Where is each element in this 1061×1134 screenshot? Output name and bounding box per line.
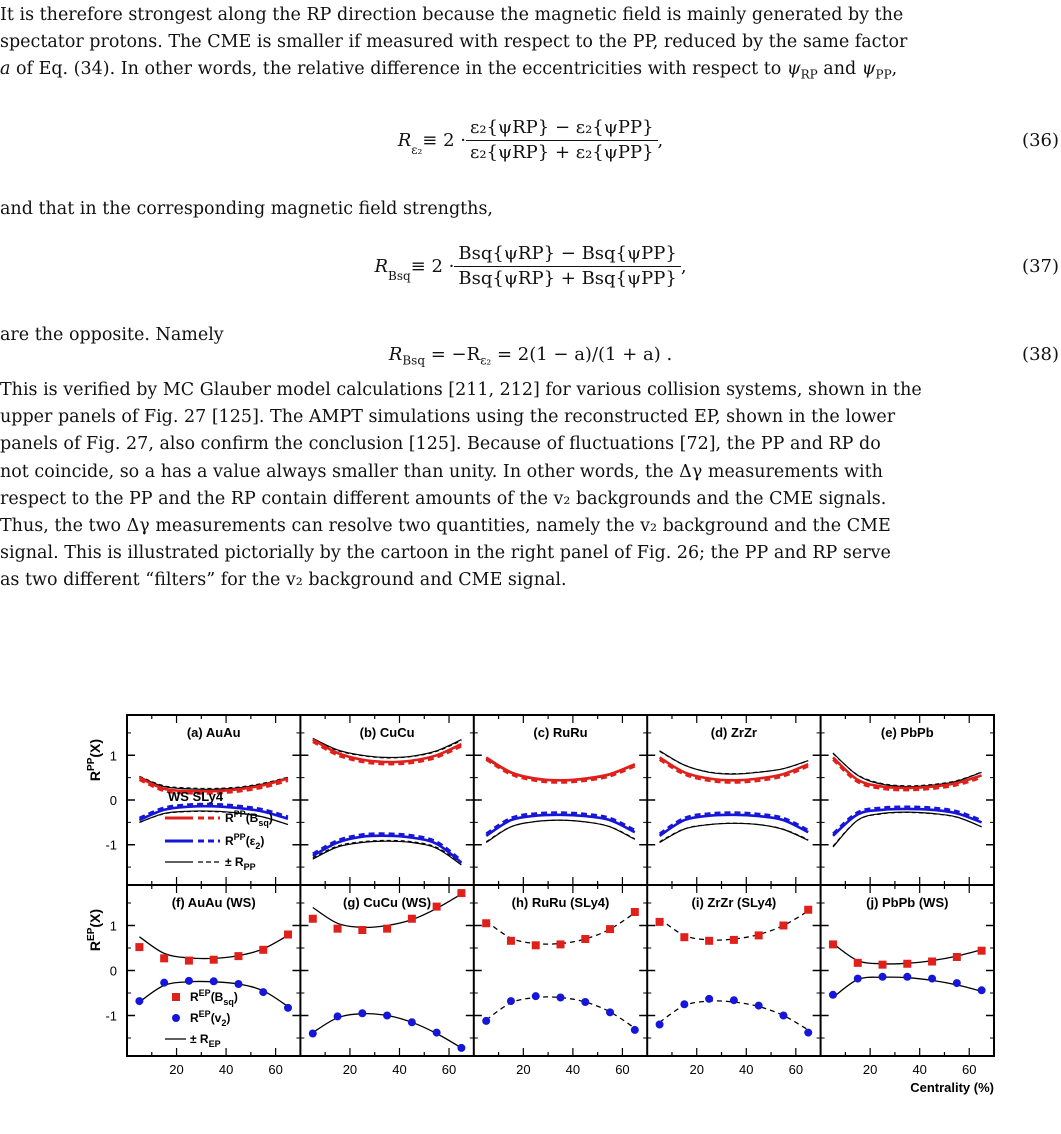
black-dashed-upper xyxy=(486,759,635,780)
panel-label: (d) ZrZr xyxy=(710,725,758,740)
comma: , xyxy=(891,59,898,80)
red-square-marker xyxy=(978,947,986,955)
red-square-marker xyxy=(581,935,589,943)
x-tick-label: 40 xyxy=(392,1062,407,1077)
red-square-marker xyxy=(234,952,242,960)
eq37-tail: , xyxy=(680,256,687,277)
intro-line-3: of Eq. (34). In other words, the relative difference in the eccentricities with respect to xyxy=(10,59,787,80)
p4-line-5: respect to the PP and the RP contain different amounts of the v₂ backgrounds and the CME signals. xyxy=(0,488,887,509)
blue-circle-marker xyxy=(854,975,862,983)
red-square-marker xyxy=(631,908,639,916)
legend-red-square xyxy=(172,993,180,1001)
blue-circle-marker xyxy=(829,991,837,999)
x-tick-label: 20 xyxy=(516,1062,531,1077)
top-y-axis-label: $R^{PP}(X)$ xyxy=(86,738,103,782)
red-square-marker xyxy=(928,958,936,966)
eq37-rel: ≡ 2 · xyxy=(410,256,455,277)
x-tick-label: 40 xyxy=(565,1062,581,1077)
symbol-a: a xyxy=(0,59,11,80)
legend-blue-label: $R^{PP}(\varepsilon_2)$ xyxy=(225,832,265,851)
y-tick-label: 0 xyxy=(109,793,117,808)
p4-line-2: upper panels of Fig. 27 [125]. The AMPT simulations using the reconstructed EP, shown in the lower xyxy=(0,407,896,428)
blue-circle-marker xyxy=(631,1026,639,1034)
red-square-marker xyxy=(135,943,143,951)
legend-title: WS SLy4 xyxy=(168,789,224,804)
x-tick-label: 40 xyxy=(218,1062,234,1077)
red-square-marker xyxy=(755,931,763,939)
red-square-marker xyxy=(829,940,837,948)
blue-circle-marker xyxy=(903,973,911,981)
blue-circle-marker xyxy=(978,986,986,994)
red-square-marker xyxy=(779,922,787,930)
red-square-marker xyxy=(284,931,292,939)
x-axis-label: Centrality (%) xyxy=(910,1080,994,1095)
x-tick-label: 40 xyxy=(912,1062,927,1077)
paragraph-2: and that in the corresponding magnetic field strengths, xyxy=(0,199,493,219)
blue-circle-marker xyxy=(755,1002,763,1010)
red-square-marker xyxy=(680,933,688,941)
eq36-denominator: ε₂{ψRP} + ε₂{ψPP} xyxy=(470,142,654,163)
blue-circle-marker xyxy=(334,1012,342,1020)
symbol-psi: ψ xyxy=(786,59,801,80)
y-tick-label: 1 xyxy=(109,918,117,934)
paragraph-3: are the opposite. Namely xyxy=(0,325,224,345)
blue-circle-marker xyxy=(383,1012,391,1020)
blue-circle-marker xyxy=(557,994,565,1002)
red-square-marker xyxy=(334,925,342,933)
red-square-marker xyxy=(804,906,812,914)
blue-circle-marker xyxy=(234,980,242,988)
x-tick-label: 20 xyxy=(342,1062,358,1077)
blue-circle-marker xyxy=(507,997,515,1005)
blue-circle-marker xyxy=(928,975,936,983)
panel-label: (f) AuAu (WS) xyxy=(171,895,256,910)
red-square-marker xyxy=(457,889,465,897)
y-tick-label: 1 xyxy=(109,748,117,764)
blue-circle-marker xyxy=(433,1029,441,1037)
eq37-lhs: R xyxy=(374,256,388,277)
red-dashed-curve xyxy=(833,760,982,791)
eq36-number: (36) xyxy=(1022,130,1059,151)
red-square-marker xyxy=(730,936,738,944)
blue-circle-marker xyxy=(879,973,887,981)
p4-line-1: This is verified by MC Glauber model calculations [211, 212] for various collision systems, shown in the xyxy=(0,380,922,400)
red-square-marker xyxy=(433,903,441,911)
eq37-lhs-sub: Bsq xyxy=(388,268,411,283)
red-solid-curve xyxy=(486,758,635,781)
x-tick-label: 60 xyxy=(441,1062,457,1077)
blue-circle-marker xyxy=(457,1044,465,1052)
blue-circle-marker xyxy=(779,1012,787,1020)
blue-circle-marker xyxy=(606,1008,614,1016)
sub-rp: RP xyxy=(800,67,818,82)
panel-label: (a) AuAu xyxy=(186,725,241,740)
eq38-lhs-sub: Bsq xyxy=(402,353,426,368)
blue-circle-marker xyxy=(581,998,589,1006)
blue-circle-marker xyxy=(482,1017,490,1025)
panel-label: (h) RuRu (SLy4) xyxy=(511,895,610,910)
legend-ep-black-label: ± $R_{EP}$ xyxy=(190,1032,221,1049)
eq38-rhs: = 2(1 − a)/(1 + a) . xyxy=(491,344,673,365)
intro-line-1: It is therefore strongest along the RP direction because the magnetic field is mainly generated by the xyxy=(0,5,904,25)
red-square-marker xyxy=(903,960,911,968)
sub-pp: PP xyxy=(875,67,892,82)
red-square-marker xyxy=(507,937,515,945)
red-square-marker xyxy=(705,937,713,945)
red-solid-curve xyxy=(660,758,809,781)
intro-line-2: spectator protons. The CME is smaller if measured with respect to the PP, reduced by the same factor xyxy=(0,32,908,53)
eq38-mid: = −R xyxy=(425,344,481,365)
eq37-number: (37) xyxy=(1022,256,1059,277)
p4-line-3: panels of Fig. 27, also confirm the conclusion [125]. Because of fluctuations [72], the PP and RP do xyxy=(0,434,881,455)
x-tick-label: 20 xyxy=(689,1062,704,1077)
x-tick-label: 60 xyxy=(961,1062,977,1077)
x-tick-label: 60 xyxy=(788,1062,804,1077)
red-square-marker xyxy=(953,953,961,961)
panel-label: (c) RuRu xyxy=(533,725,588,740)
blue-dashed-curve xyxy=(833,807,982,834)
eq36-tail: , xyxy=(657,130,664,151)
eq36-numerator: ε₂{ψRP} − ε₂{ψPP} xyxy=(466,116,658,141)
red-square-marker xyxy=(532,941,540,949)
red-square-marker xyxy=(259,946,267,954)
x-tick-label: 20 xyxy=(862,1062,878,1077)
red-square-marker xyxy=(210,956,218,964)
red-square-marker xyxy=(606,925,614,933)
eq38-number: (38) xyxy=(1022,344,1059,365)
symbol-psi-2: ψ xyxy=(861,59,876,80)
legend-ep-red-label: $R^{EP}(B_{sq})$ xyxy=(190,988,238,1007)
red-square-marker xyxy=(358,926,366,934)
panel-label: (g) CuCu (WS) xyxy=(343,895,432,910)
y-tick-label: -1 xyxy=(105,837,117,853)
blue-circle-marker xyxy=(284,1004,292,1012)
y-tick-label: 0 xyxy=(109,963,117,979)
blue-circle-marker xyxy=(210,977,218,985)
blue-circle-marker xyxy=(705,995,713,1003)
blue-circle-marker xyxy=(135,997,143,1005)
eq37-denominator: Bsq{ψRP} + Bsq{ψPP} xyxy=(458,268,677,289)
blue-circle-marker xyxy=(160,979,168,987)
panel-label: (i) ZrZr (SLy4) xyxy=(691,895,777,910)
blue-circle-marker xyxy=(953,979,961,987)
blue-circle-marker xyxy=(730,996,738,1004)
panel-label: (j) PbPb (WS) xyxy=(866,895,949,910)
black-curve-lower xyxy=(486,820,635,842)
red-square-marker xyxy=(854,959,862,967)
red-square-marker xyxy=(656,918,664,926)
red-square-marker xyxy=(383,925,391,933)
panel-label: (e) PbPb xyxy=(880,725,934,740)
blue-circle-marker xyxy=(804,1029,812,1037)
red-square-marker xyxy=(185,957,193,965)
red-square-marker xyxy=(160,954,168,962)
p4-line-8: as two different “filters” for the v₂ background and CME signal. xyxy=(0,570,567,591)
eq38-mid-sub: ε₂ xyxy=(480,353,492,368)
text-and: and xyxy=(817,59,862,80)
legend-ep-blue-label: $R^{EP}(v_2)$ xyxy=(190,1009,231,1028)
legend-black-label: ± $R_{PP}$ xyxy=(225,855,256,872)
red-solid-curve xyxy=(313,740,462,762)
black-dashed-upper xyxy=(139,776,288,788)
blue-circle-marker xyxy=(309,1030,317,1038)
blue-circle-marker xyxy=(680,1000,688,1008)
black-dashed-lower xyxy=(660,823,809,842)
red-square-marker xyxy=(879,961,887,969)
legend-blue-circle xyxy=(172,1014,180,1022)
red-square-marker xyxy=(482,919,490,927)
blue-circle-marker xyxy=(656,1021,664,1029)
eq36-lhs-sub: ε₂ xyxy=(411,142,423,157)
x-tick-label: 60 xyxy=(268,1062,283,1077)
p4-line-4: not coincide, so a has a value always smaller than unity. In other words, the Δγ measurements with xyxy=(0,461,883,482)
black-dashed-lower xyxy=(486,820,635,842)
legend-red-label: $R^{PP}(B_{sq})$ xyxy=(225,809,273,828)
eq36-rel: ≡ 2 · xyxy=(422,130,466,151)
red-square-marker xyxy=(557,940,565,948)
blue-circle-marker xyxy=(358,1009,366,1017)
red-square-marker xyxy=(309,915,317,923)
blue-circle-marker xyxy=(532,992,540,1000)
x-tick-label: 20 xyxy=(169,1062,184,1077)
p4-line-7: signal. This is illustrated pictorially by the cartoon in the right panel of Fig. 26; the PP and RP serve xyxy=(0,543,891,564)
bottom-y-axis-label: $R^{EP}(X)$ xyxy=(86,908,103,952)
y-tick-label: -1 xyxy=(105,1008,117,1024)
x-tick-label: 40 xyxy=(739,1062,754,1077)
black-curve-lower xyxy=(660,823,809,842)
eq36-lhs: R xyxy=(397,130,412,151)
eq38-lhs: R xyxy=(388,344,403,365)
blue-circle-marker xyxy=(259,988,267,996)
red-square-marker xyxy=(408,915,416,923)
x-tick-label: 60 xyxy=(615,1062,630,1077)
blue-circle-marker xyxy=(185,977,193,985)
eq37-numerator: Bsq{ψRP} − Bsq{ψPP} xyxy=(454,242,680,267)
panel-label: (b) CuCu xyxy=(359,725,415,740)
blue-circle-marker xyxy=(408,1018,416,1026)
p4-line-6: Thus, the two Δγ measurements can resolve two quantities, namely the v₂ background and the CME xyxy=(0,516,891,537)
